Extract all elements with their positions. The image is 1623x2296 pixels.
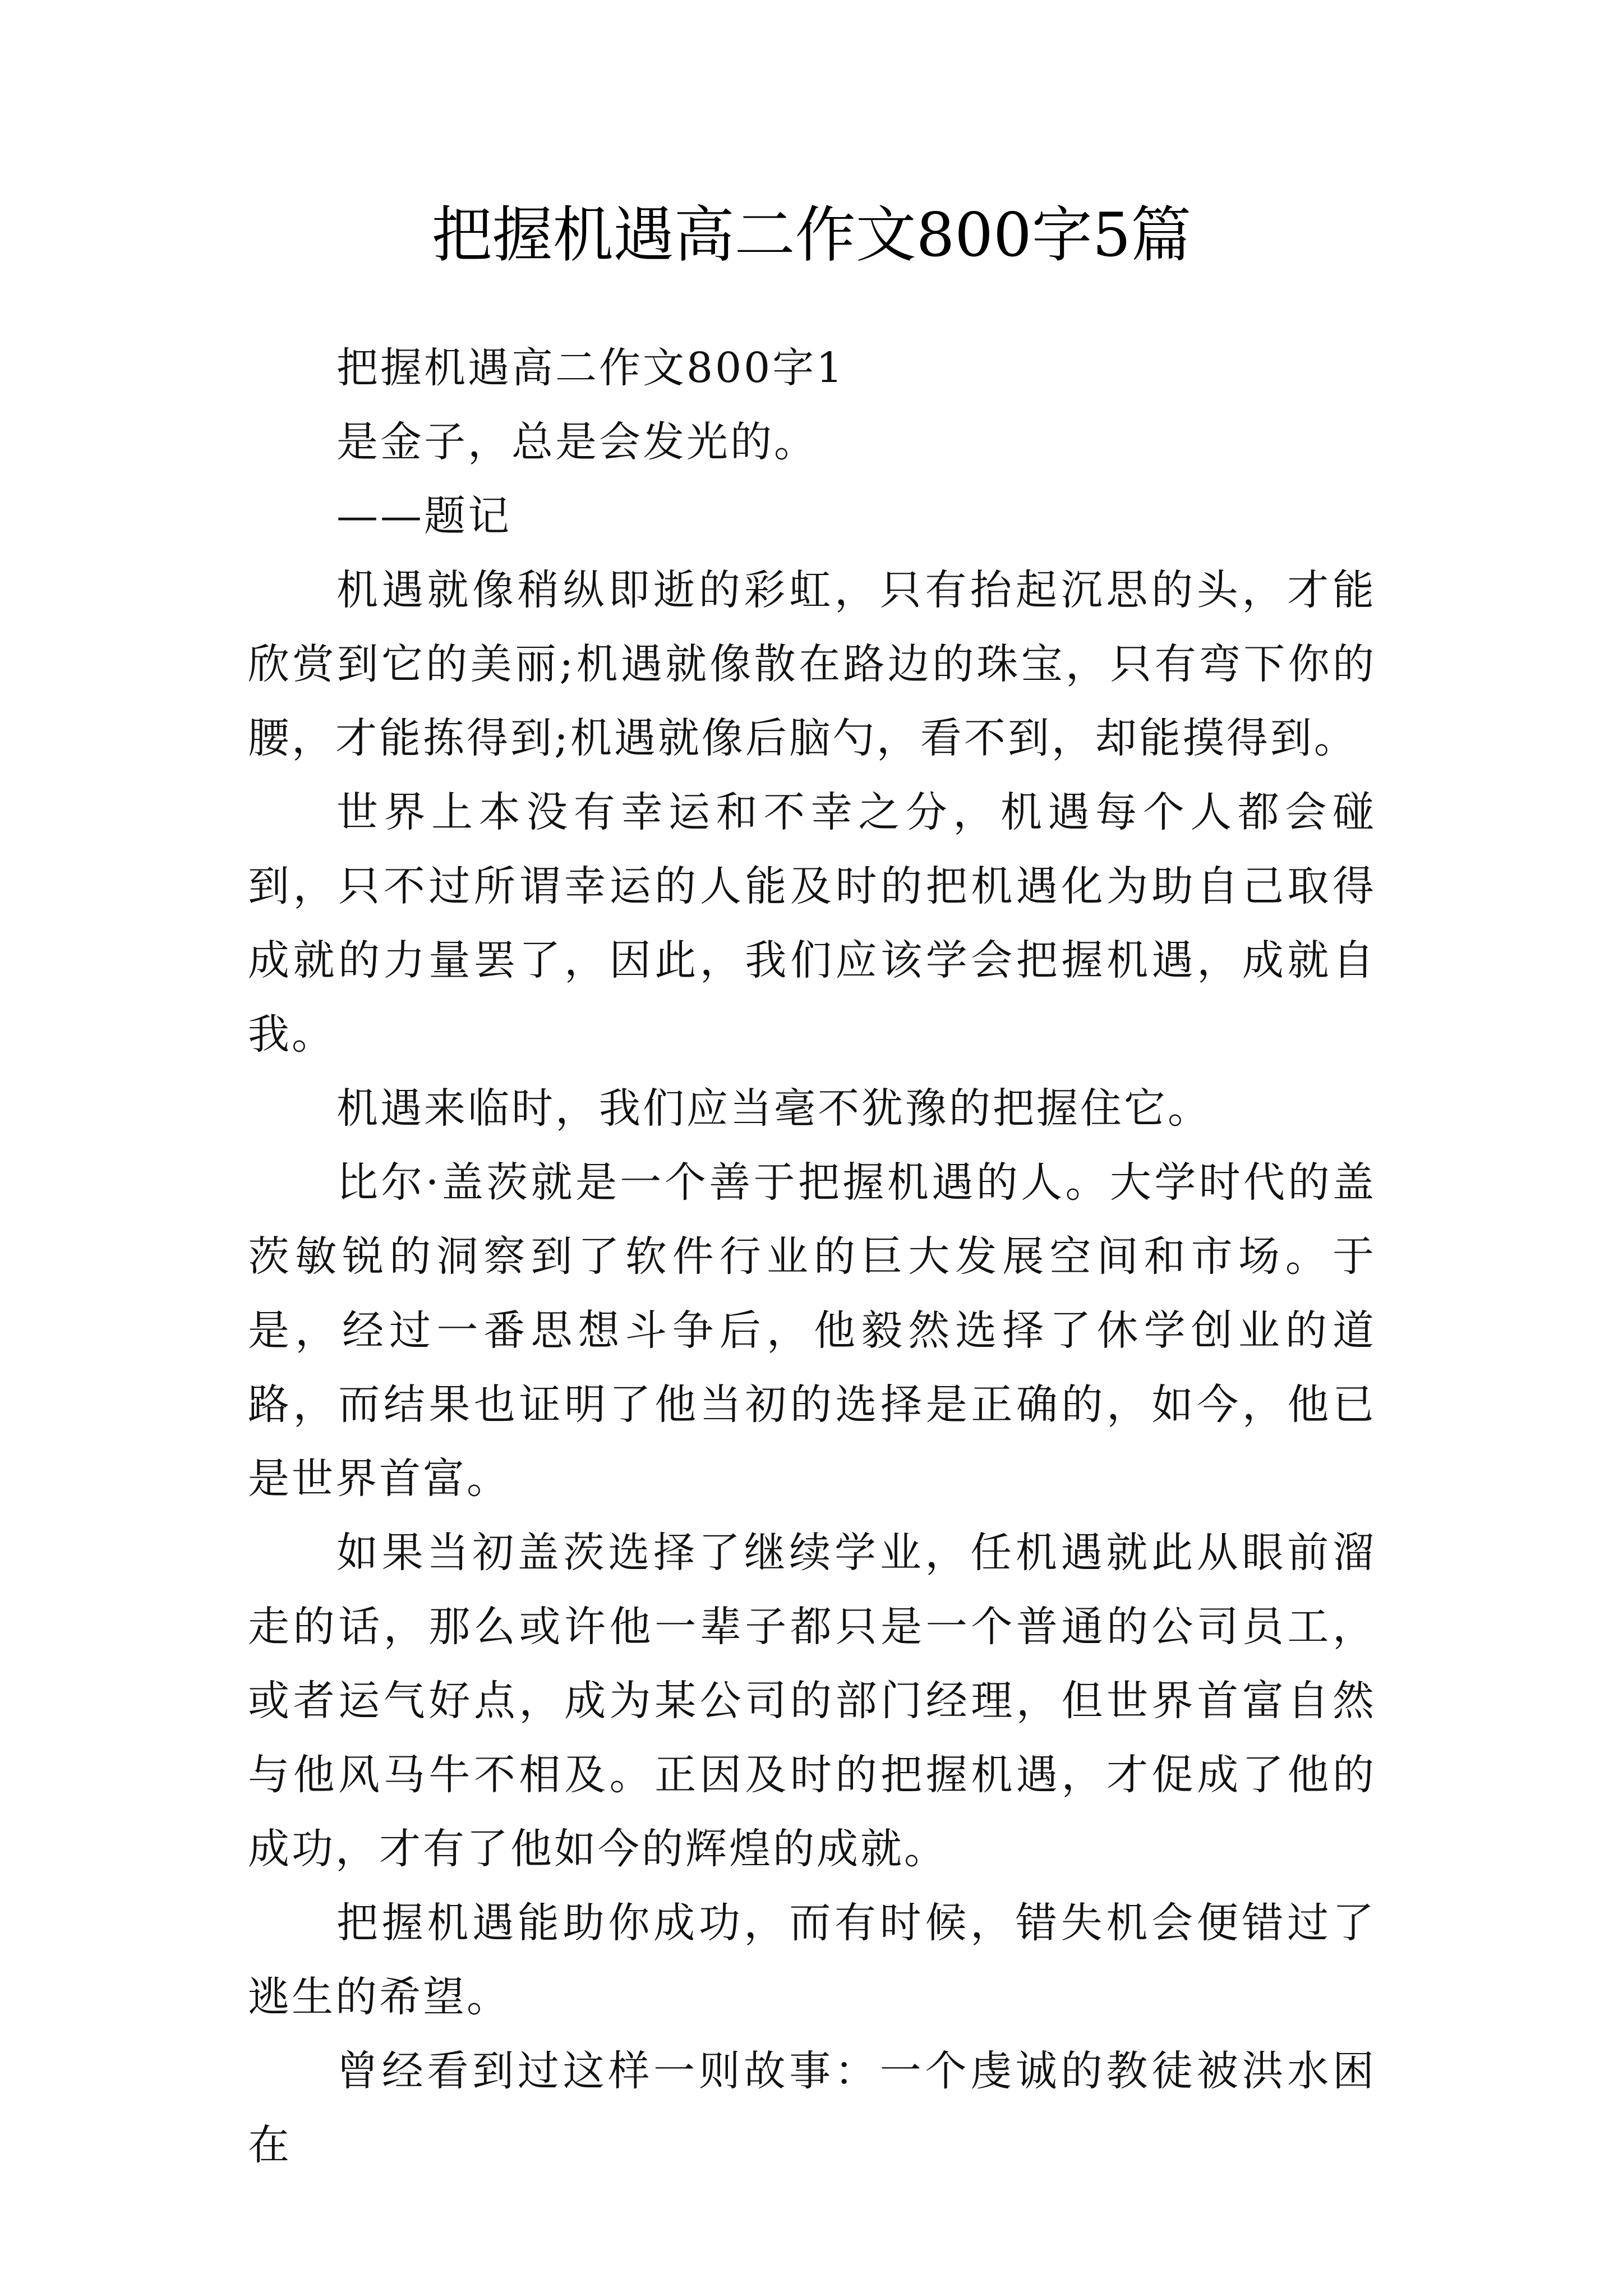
body-paragraph: 曾经看到过这样一则故事：一个虔诚的教徒被洪水困在: [248, 2047, 1376, 2169]
epigraph-paragraph: 是金子，总是会发光的。: [336, 418, 818, 466]
heading-paragraph: 把握机遇高二作文800字1: [336, 344, 845, 392]
body-paragraph: 世界上本没有幸运和不幸之分，机遇每个人都会碰到，只不过所谓幸运的人能及时的把机遇化为助自己取得成就的力量罢了，因此，我们应该学会把握机遇，成就自我。: [248, 788, 1376, 1059]
body-paragraph: 机遇就像稍纵即逝的彩虹，只有抬起沉思的头，才能欣赏到它的美丽;机遇就像散在路边的珠宝，只有弯下你的腰，才能拣得到;机遇就像后脑勺，看不到，却能摸得到。: [248, 566, 1376, 762]
document-title: 把握机遇高二作文800字5篇: [431, 200, 1192, 270]
body-paragraph: 机遇来临时，我们应当毫不犹豫的把握住它。: [336, 1084, 1211, 1133]
body-paragraph: 如果当初盖茨选择了继续学业，任机遇就此从眼前溜走的话，那么或许他一辈子都只是一个普通的公司员工，或者运气好点，成为某公司的部门经理，但世界首富自然与他风马牛不相及。正因及时的把握机遇，才促成了他的成功，才有了他如今的辉煌的成就。: [248, 1529, 1376, 1873]
document-body: [248, 331, 1376, 2182]
body-paragraph: 把握机遇能助你成功，而有时候，错失机会便错过了逃生的希望。: [248, 1899, 1376, 2021]
epigraph-attribution: ——题记: [336, 492, 511, 540]
body-paragraph: 比尔·盖茨就是一个善于把握机遇的人。大学时代的盖茨敏锐的洞察到了软件行业的巨大发展空间和市场。于是，经过一番思想斗争后，他毅然选择了休学创业的道路，而结果也证明了他当初的选择是正确的，如今，他已是世界首富。: [248, 1158, 1376, 1503]
